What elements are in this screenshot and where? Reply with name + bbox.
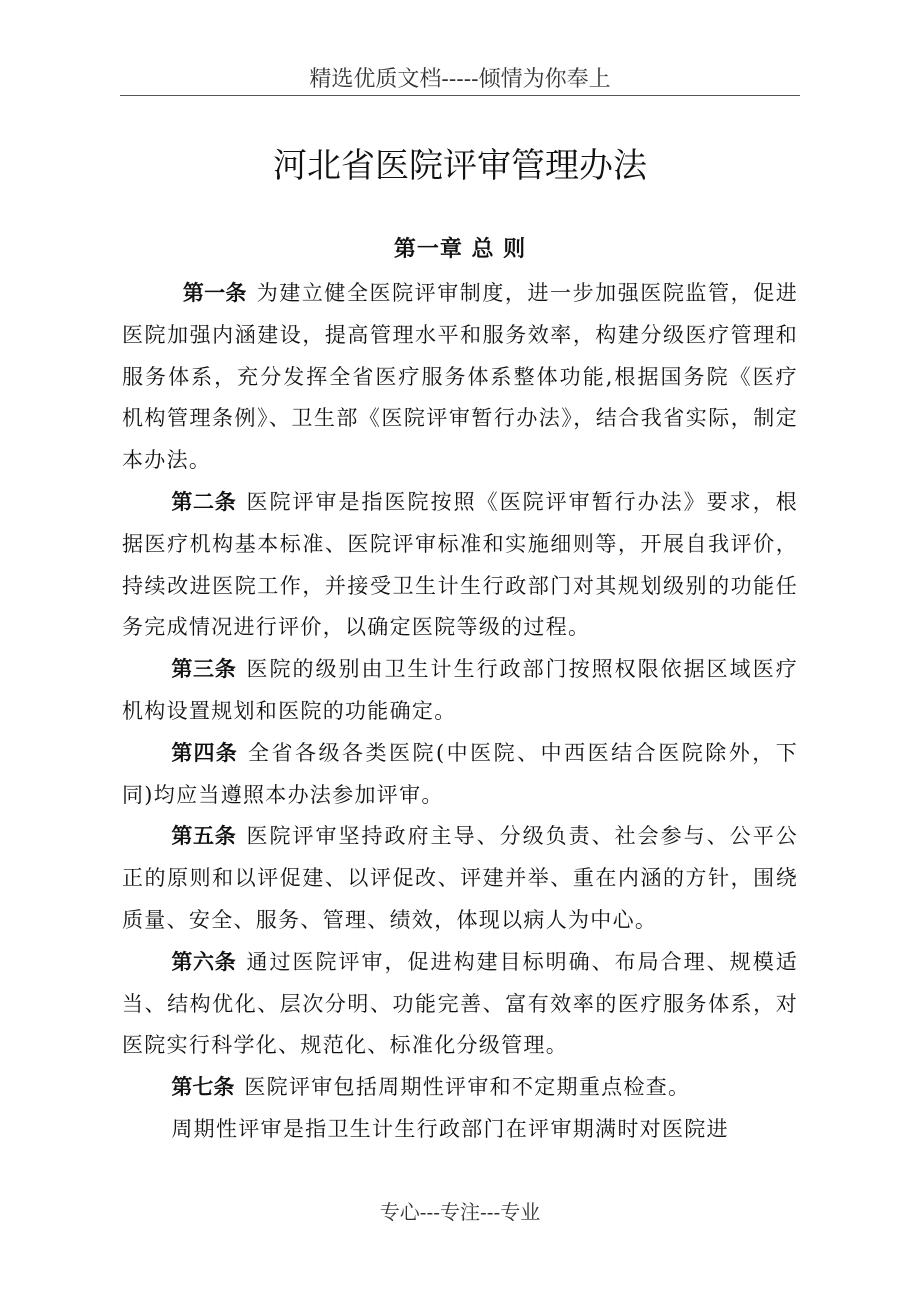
- document-title: 河北省医院评审管理办法: [273, 146, 647, 186]
- article-number: 第三条: [171, 657, 237, 682]
- article-text: 医院评审坚持政府主导、分级负责、社会参与、公平公正的原则和以评促建、以评促改、评建并举、重在内涵的方针，围绕质量、安全、服务、管理、绩效，体现以病人为中心。: [122, 824, 799, 932]
- article-text: 周期性评审是指卫生计生行政部门在评审期满时对医院进: [171, 1116, 729, 1141]
- article-text: 医院评审是指医院按照《医院评审暂行办法》要求，根据医疗机构基本标准、医院评审标准和实施细则等，开展自我评价，持续改进医院工作，并接受卫生计生行政部门对其规划级别的功能任务完成情况进行评价，以确定医院等级的过程。: [122, 489, 799, 640]
- article-text: 医院的级别由卫生计生行政部门按照权限依据区域医疗机构设置规划和医院的功能确定。: [122, 657, 799, 723]
- article-number: 第四条: [171, 740, 238, 765]
- article-1: [122, 273, 798, 482]
- paragraph-continuation: [122, 1109, 798, 1151]
- article-text: 通过医院评审，促进构建目标明确、布局合理、规模适当、结构优化、层次分明、功能完善、富有效率的医疗服务体系，对医院实行科学化、规范化、标准化分级管理。: [122, 949, 799, 1058]
- page-footer: 专心---专注---专业: [379, 1200, 541, 1224]
- article-text: 全省各级各类医院(中医院、中西医结合医院除外，下同)均应当遵照本办法参加评审。: [122, 740, 799, 807]
- article-4: [122, 733, 798, 817]
- article-number: 第七条: [171, 1075, 235, 1100]
- article-number: 第六条: [171, 949, 237, 974]
- article-5: [122, 816, 798, 941]
- article-3: [122, 649, 798, 733]
- article-text: 为建立健全医院评审制度，进一步加强医院监管，促进医院加强内涵建设，提高管理水平和服务效率，构建分级医疗管理和服务体系，充分发挥全省医疗服务体系整体功能,根据国务院《医疗机构管理条例》、卫生部《医院评审暂行办法》，结合我省实际，制定本办法。: [122, 281, 798, 473]
- article-7: [122, 1067, 798, 1109]
- article-2: [122, 482, 798, 649]
- article-6: [122, 942, 798, 1067]
- chapter-heading: 第一章 总 则: [393, 237, 527, 262]
- document-body: [122, 273, 798, 1151]
- page-header: 精选优质文档-----倾情为你奉上: [309, 67, 611, 92]
- header-divider: [120, 95, 800, 96]
- article-number: 第二条: [171, 489, 237, 514]
- article-text: 医院评审包括周期性评审和不定期重点检查。: [244, 1075, 691, 1100]
- article-number: 第一条: [182, 281, 247, 305]
- article-number: 第五条: [171, 824, 237, 849]
